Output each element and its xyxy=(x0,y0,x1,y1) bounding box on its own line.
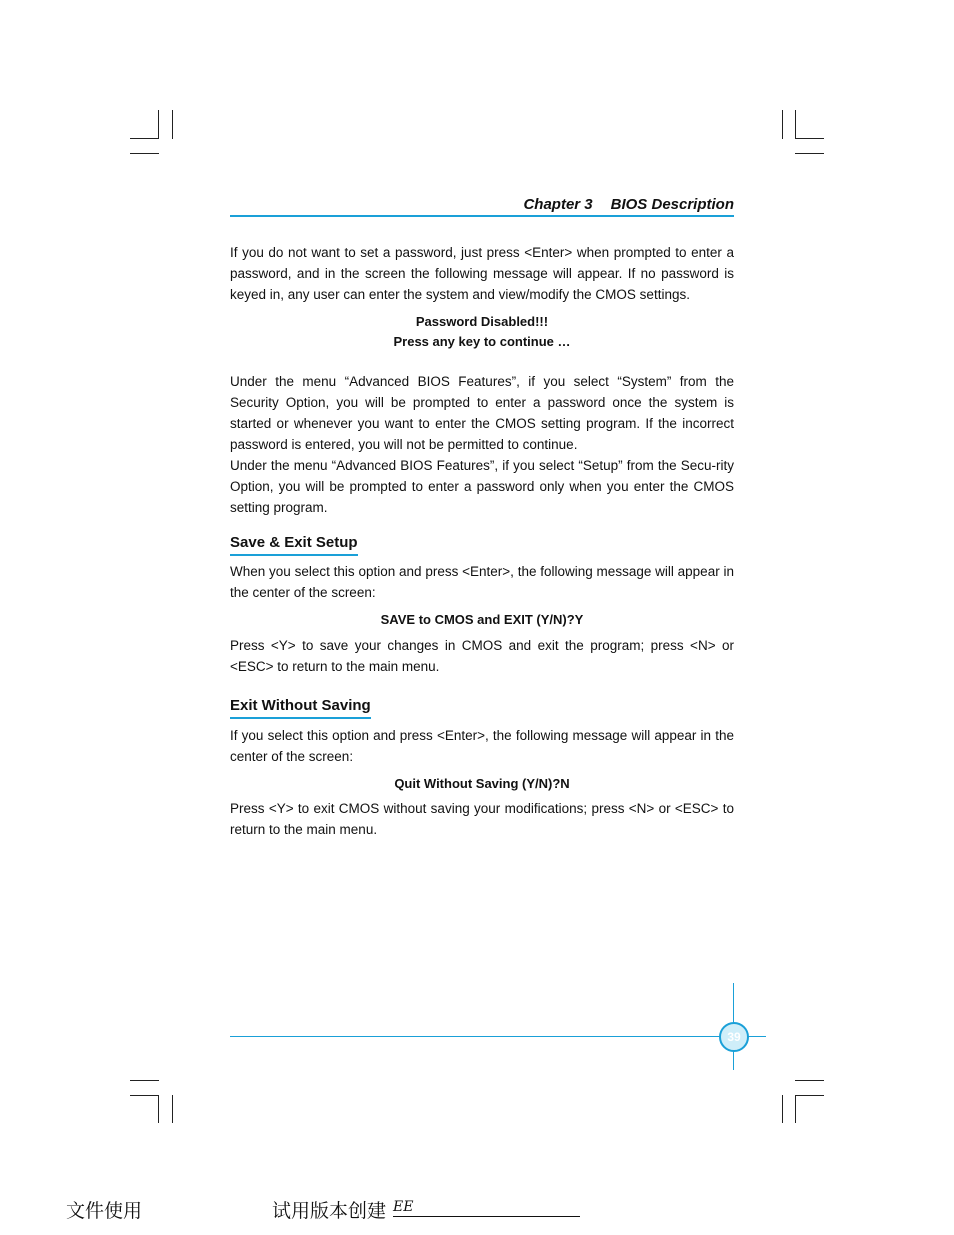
press-any-key-message: Press any key to continue … xyxy=(393,334,571,349)
save-exit-paragraph: When you select this option and press <Enter>, the following message will appear in the center of the screen: xyxy=(230,564,734,600)
crop-mark-top-left-v2 xyxy=(172,110,173,139)
crop-mark-bottom-left-h xyxy=(130,1080,159,1081)
crop-mark-top-left-v1 xyxy=(158,110,159,139)
security-setup-paragraph: Under the menu “Advanced BIOS Features”, if you select “Setup” from the Secu-rity Option, you will be prompted to enter a password only when you enter the CMOS setting program. xyxy=(230,458,734,515)
crop-mark-top-left-h2 xyxy=(130,153,159,154)
crop-mark-bottom-left-v1 xyxy=(158,1095,159,1123)
crop-mark-top-right-h2 xyxy=(795,153,824,154)
password-disabled-message: Password Disabled!!! xyxy=(415,314,549,329)
exit-without-saving-message: Quit Without Saving (Y/N)?N xyxy=(394,776,570,791)
page-header xyxy=(230,196,734,213)
crop-mark-top-left-h xyxy=(130,138,159,139)
save-exit-title: Save & Exit Setup xyxy=(230,534,358,556)
footer-rule xyxy=(230,1036,766,1037)
crop-mark-bottom-right-v2 xyxy=(795,1095,796,1123)
crop-mark-bottom-right-h2 xyxy=(795,1095,824,1096)
crop-mark-top-right-v1 xyxy=(782,110,783,139)
page-number: 39 xyxy=(719,1022,749,1052)
header-rule xyxy=(230,215,734,217)
chapter-title: BIOS Description xyxy=(610,196,734,213)
crop-mark-bottom-right-v1 xyxy=(782,1095,783,1123)
crop-mark-top-right-h xyxy=(795,138,824,139)
footer-file-use-text: 文件使用 xyxy=(66,1200,143,1222)
crop-mark-bottom-left-v2 xyxy=(172,1095,173,1123)
footer-link[interactable] xyxy=(393,1199,580,1217)
crop-mark-bottom-right-h xyxy=(795,1080,824,1081)
crop-mark-bottom-left-h2 xyxy=(130,1095,159,1096)
crop-mark-top-right-v2 xyxy=(795,110,796,139)
exit-without-saving-after: Press <Y> to exit CMOS without saving your modifications; press <N> or <ESC> to return to the main menu. xyxy=(230,801,734,837)
intro-paragraph: If you do not want to set a password, just press <Enter> when prompted to enter a password, and in the screen the following message will appear. If no password is keyed in, any user can enter the system and view/modify the CMOS settings. xyxy=(230,245,734,302)
chapter-label: Chapter 3 xyxy=(523,196,593,213)
security-system-paragraph: Under the menu “Advanced BIOS Features”, if you select “System” from the Security Option, you will be prompted to enter a password once the system is started or whenever you want to enter the CMOS setting program. If the incorrect password is entered, you will not be permitted to continue. xyxy=(230,374,734,452)
save-exit-after: Press <Y> to save your changes in CMOS and exit the program; press <N> or <ESC> to return to the main menu. xyxy=(230,638,734,674)
exit-without-saving-title: Exit Without Saving xyxy=(230,697,371,719)
exit-without-saving-paragraph: If you select this option and press <Enter>, the following message will appear in the center of the screen: xyxy=(230,728,734,764)
save-exit-message: SAVE to CMOS and EXIT (Y/N)?Y xyxy=(380,612,584,627)
footer-link-text: EE xyxy=(393,1199,414,1215)
footer-trial-version-text: 试用版本创建 xyxy=(272,1200,387,1222)
